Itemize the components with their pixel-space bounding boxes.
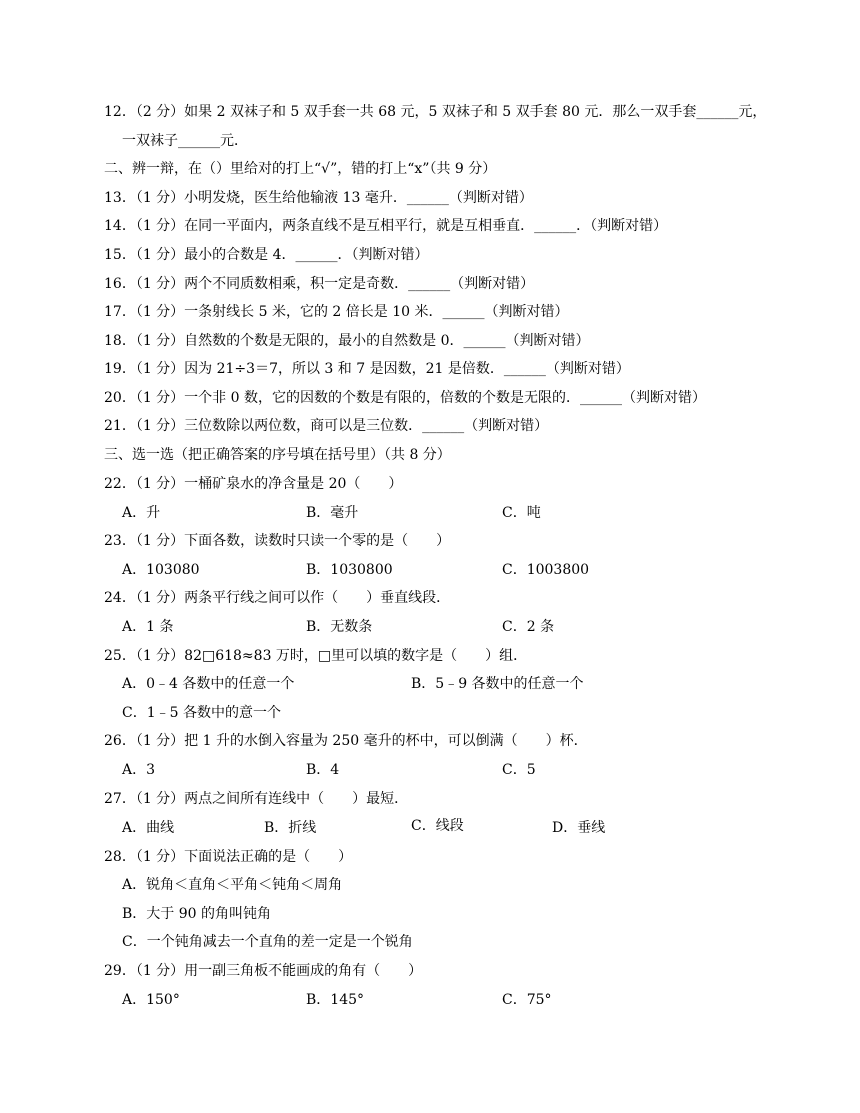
- question-21: 21．（1 分）三位数除以两位数，商可以是三位数．______（判断对错）: [104, 418, 549, 434]
- q24-option-c: C．2 条: [502, 619, 555, 635]
- q28-option-b: B．大于 90 的角叫钝角: [122, 906, 272, 922]
- question-16: 16．（1 分）两个不同质数相乘，积一定是奇数．______（判断对错）: [104, 276, 535, 292]
- q25-option-c: C．1﹣5 各数中的意一个: [122, 705, 281, 721]
- q23-option-b: B．1030800: [306, 562, 393, 578]
- q23-option-a: A．103080: [122, 562, 200, 578]
- q22-option-b: B．毫升: [306, 505, 359, 521]
- question-24: 24．（1 分）两条平行线之间可以作（ ）垂直线段．: [104, 590, 451, 606]
- q29-option-b: B．145°: [306, 992, 365, 1008]
- question-26: 26．（1 分）把 1 升的水倒入容量为 250 毫升的杯中，可以倒满（ ）杯．: [104, 733, 588, 749]
- q22-option-c: C．吨: [502, 505, 541, 521]
- q27-option-d: D．垂线: [552, 820, 606, 836]
- question-18: 18．（1 分）自然数的个数是无限的，最小的自然数是 0．______（判断对错）: [104, 333, 590, 349]
- q28-option-a: A．锐角＜直角＜平角＜钝角＜周角: [122, 877, 343, 893]
- question-15: 15．（1 分）最小的合数是 4．______．（判断对错）: [104, 247, 429, 263]
- q29-option-a: A．150°: [122, 992, 180, 1008]
- question-27: 27．（1 分）两点之间所有连线中（ ）最短．: [104, 791, 409, 807]
- q26-option-b: B．4: [306, 762, 340, 778]
- q27-option-c: C．线段: [411, 818, 464, 834]
- q29-option-c: C．75°: [502, 992, 552, 1008]
- q25-option-a: A．0﹣4 各数中的任意一个: [122, 676, 295, 692]
- question-19: 19．（1 分）因为 21÷3＝7，所以 3 和 7 是因数，21 是倍数．______（判断对错）: [104, 361, 630, 377]
- question-25: 25．（1 分）82□618≈83 万时，□里可以填的数字是（ ）组．: [104, 648, 528, 664]
- q24-option-b: B．无数条: [306, 619, 373, 635]
- q27-option-a: A．曲线: [122, 820, 175, 836]
- question-28: 28．（1 分）下面说法正确的是（ ）: [104, 849, 353, 865]
- question-12-line-2: 一双袜子______元．: [122, 133, 248, 149]
- question-14: 14．（1 分）在同一平面内，两条直线不是互相平行，就是互相垂直．______．（判断对错）: [104, 218, 668, 234]
- question-17: 17．（1 分）一条射线长 5 米，它的 2 倍长是 10 米．______（判断对错）: [104, 304, 569, 320]
- question-22: 22．（1 分）一桶矿泉水的净含量是 20（ ）: [104, 476, 403, 492]
- question-13: 13．（1 分）小明发烧，医生给他输液 13 毫升．______（判断对错）: [104, 190, 533, 206]
- question-23: 23．（1 分）下面各数，读数时只读一个零的是（ ）: [104, 533, 451, 549]
- question-29: 29．（1 分）用一副三角板不能画成的角有（ ）: [104, 963, 423, 979]
- question-12-line-1: 12．（2 分）如果 2 双袜子和 5 双手套一共 68 元，5 双袜子和 5 双手套 80 元．那么一双手套______元，: [104, 104, 767, 120]
- section-2-heading: 二、辨一辩，在（）里给对的打上“√”，错的打上“x”（共 9 分）: [104, 161, 497, 177]
- q26-option-a: A．3: [122, 762, 156, 778]
- q25-option-b: B．5﹣9 各数中的任意一个: [411, 676, 584, 692]
- q27-option-b: B．折线: [264, 820, 317, 836]
- q26-option-c: C．5: [502, 762, 536, 778]
- section-3-heading: 三、选一选（把正确答案的序号填在括号里）（共 8 分）: [104, 447, 451, 463]
- q23-option-c: C．1003800: [502, 562, 590, 578]
- q24-option-a: A．1 条: [122, 619, 174, 635]
- q28-option-c: C．一个钝角减去一个直角的差一定是一个锐角: [122, 934, 413, 950]
- question-20: 20．（1 分）一个非 0 数，它的因数的个数是有限的，倍数的个数是无限的．______（判断对错）: [104, 390, 706, 406]
- q22-option-a: A．升: [122, 505, 161, 521]
